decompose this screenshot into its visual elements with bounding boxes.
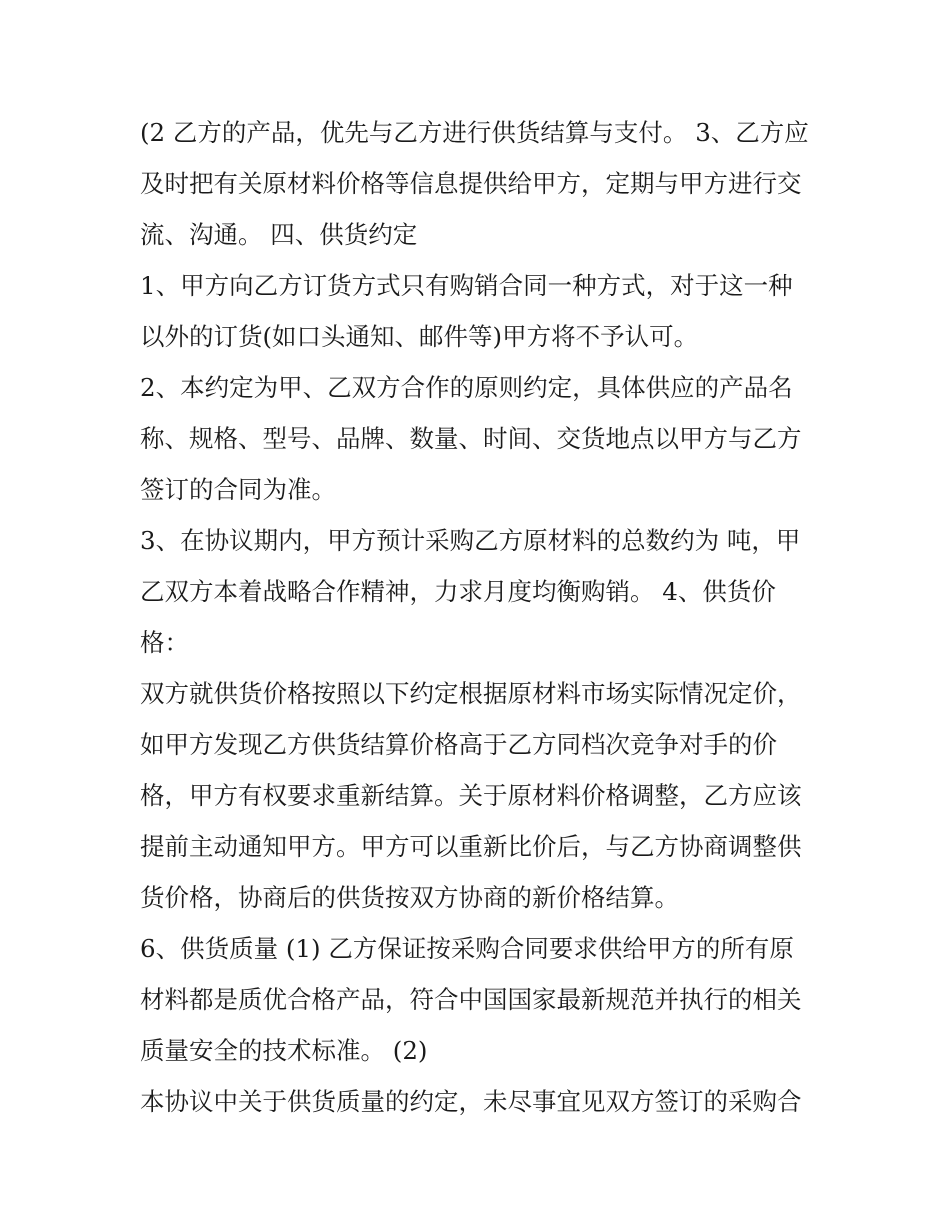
text-line-11: 格： (140, 628, 189, 657)
text-line-12: 双方就供货价格按照以下约定根据原材料市场实际情况定价， (140, 679, 802, 708)
text-line-18: 材料都是质优合格产品，符合中国国家最新规范并执行的相关 (140, 985, 802, 1014)
text-line-16: 货价格，协商后的供货按双方协商的新价格结算。 (140, 883, 679, 912)
text-line-20: 本协议中关于供货质量的约定，未尽事宜见双方签订的采购合 (140, 1087, 802, 1116)
text-line-19: 质量安全的技术标准。 (2) (140, 1036, 428, 1065)
text-line-10: 乙双方本着战略合作精神，力求月度均衡购销。 4、供货价 (140, 577, 776, 606)
text-line-14: 格，甲方有权要求重新结算。关于原材料价格调整，乙方应该 (140, 781, 802, 810)
text-line-9: 3、在协议期内，甲方预计采购乙方原材料的总数约为 吨，甲 (140, 526, 801, 555)
text-line-7: 称、规格、型号、品牌、数量、时间、交货地点以甲方与乙方 (140, 424, 802, 453)
text-line-5: 以外的订货(如口头通知、邮件等)甲方将不予认可。 (140, 322, 699, 351)
text-line-1: (2 乙方的产品，优先与乙方进行供货结算与支付。 3、乙方应 (140, 118, 809, 147)
text-line-2: 及时把有关原材料价格等信息提供给甲方，定期与甲方进行交 (140, 169, 802, 198)
text-line-8: 签订的合同为准。 (140, 475, 336, 504)
text-line-13: 如甲方发现乙方供货结算价格高于乙方同档次竞争对手的价 (140, 730, 777, 759)
text-line-6: 2、本约定为甲、乙双方合作的原则约定，具体供应的产品名 (140, 373, 793, 402)
text-line-3: 流、沟通。 四、供货约定 (140, 220, 418, 249)
text-line-15: 提前主动通知甲方。甲方可以重新比价后，与乙方协商调整供 (140, 832, 802, 861)
text-line-17: 6、供货质量 (1) 乙方保证按采购合同要求供给甲方的所有原 (140, 934, 794, 963)
document-body (140, 107, 820, 1127)
text-line-4: 1、甲方向乙方订货方式只有购销合同一种方式，对于这一种 (140, 271, 793, 300)
